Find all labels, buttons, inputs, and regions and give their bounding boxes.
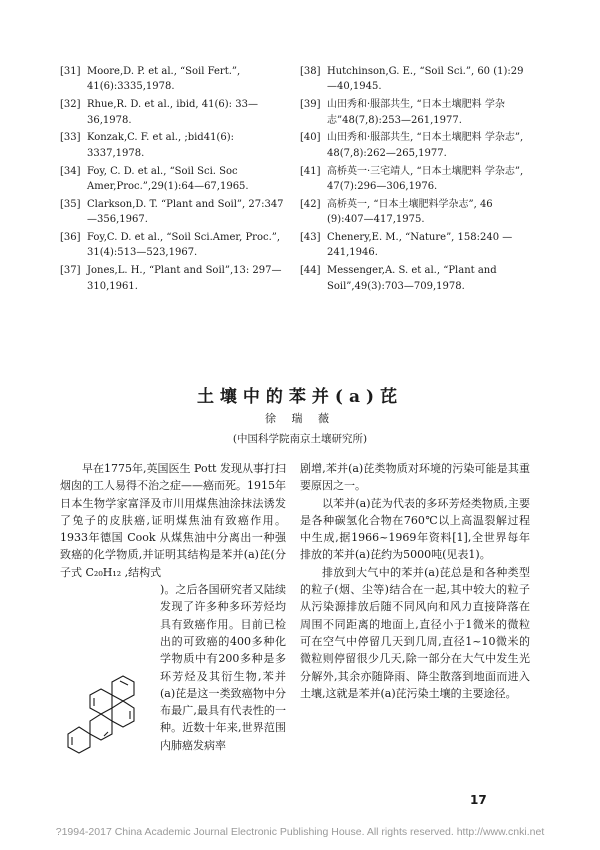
- reference-item: [60, 130, 286, 161]
- paragraph-intro: 早在1775年,英国医生 Pott 发现从事打扫烟囱的工人易得不治之症——癌而死。1915年日本生物学家富泽及市川用煤焦油涂抹法诱发了兔子的皮肤癌,证明煤焦油有致癌作用。1933年德国 Cook 从煤焦油中分离出一种强致癌的化学物质,并证明其结构是苯并(a)芘(分子式 C₂₀H₁₂ ,结构式: [60, 462, 286, 579]
- reference-text: Foy,C. D. et al., “Soil Sci.Amer, Proc.”, 31(4):513—523,1967.: [87, 232, 281, 259]
- reference-item: [60, 263, 286, 294]
- reference-text: 高桥英一, “日本土壤肥料学杂志”, 46 (9):407—417,1975.: [327, 198, 493, 226]
- paragraph-intro-continued: )。之后各国研究者又陆续发现了许多种多环芳烃均具有致癌作用。目前已检出的可致癌的400多种化学物质中有200多种是多环芳烃及其衍生物,苯并(a)芘是这一类致癌物中分布最广,最具有代表性的一种。近数十年来,世界范围内肺癌发病率: [160, 583, 286, 752]
- reference-text: Foy, C. D. et al., “Soil Sci. Soc Amer,Proc.”,29(1):64—67,1965.: [87, 165, 249, 193]
- reference-item: [300, 130, 532, 161]
- reference-number: [38]: [300, 66, 321, 77]
- reference-number: [43]: [300, 232, 321, 244]
- copyright-footer: ?1994-2017 China Academic Journal Electronic Publishing House. All rights reserved. http://www.cnki.net: [55, 826, 545, 838]
- reference-item: [300, 64, 532, 95]
- reference-text: 山田秀和·服部共生, “日本土壤肥料 学杂志”, 48(7,8):262—265,1977.: [327, 132, 524, 159]
- reference-item: [300, 164, 532, 195]
- reference-item: [300, 230, 532, 261]
- body-left-column: [60, 460, 286, 754]
- reference-number: [35]: [60, 198, 81, 210]
- reference-item: [60, 164, 286, 195]
- reference-item: [300, 263, 532, 294]
- reference-item: [300, 97, 532, 128]
- reference-number: [34]: [60, 165, 81, 177]
- reference-item: [300, 197, 532, 228]
- reference-text: Moore,D. P. et al., “Soil Fert.”, 41(6):3335,1978.: [87, 66, 241, 93]
- paragraph-emission: 以苯并(a)芘为代表的多环芳烃类物质,主要是各种碳氢化合物在760℃以上高温裂解过程中生成,据1966~1969年资料[1],全世界每年排放的苯并(a)芘约为5000吨(见表1)。: [300, 496, 530, 562]
- reference-number: [33]: [60, 132, 81, 144]
- body-right-column: [300, 460, 530, 702]
- reference-text: Clarkson,D. T. “Plant and Soil”, 27:347—356,1967.: [87, 198, 284, 226]
- reference-text: 高桥英一·三宅靖人, “日本土壤肥料 学杂志”, 47(7):296—306,1976.: [327, 165, 524, 193]
- reference-text: Messenger,A. S. et al., “Plant and Soil”,49(3):703—709,1978.: [327, 265, 497, 292]
- reference-item: [60, 197, 286, 228]
- reference-number: [41]: [300, 165, 321, 177]
- benzo-a-pyrene-structure-figure: [60, 674, 160, 754]
- reference-text: 山田秀和·服部共生, “日本土壤肥料 学杂志”48(7,8):253—261,1977.: [327, 99, 505, 126]
- reference-text: Hutchinson,G. E., “Soil Sci.”, 60 (1):29—40,1945.: [327, 66, 524, 93]
- paragraph-continued: 剧增,苯并(a)芘类物质对环境的污染可能是其重要原因之一。: [300, 462, 530, 493]
- reference-text: Rhue,R. D. et al., ibid, 41(6): 33—36,1978.: [87, 99, 258, 126]
- reference-number: [39]: [300, 99, 321, 111]
- reference-text: Jones,L. H., “Plant and Soil”,13: 297—310,1961.: [87, 265, 282, 292]
- page-number: 17: [470, 793, 487, 807]
- reference-text: Konzak,C. F. et al., ;bid41(6): 3337,1978.: [87, 132, 234, 159]
- paragraph-deposition: 排放到大气中的苯并(a)芘总是和各种类型的粒子(烟、尘等)结合在一起,其中较大的粒子从污染源排放后随不同风向和风力直接降落在周围不同距离的地面上,直径小于1微米的微粒可在空气中停留几天到几周,直径1~10微米的微粒则停留很少几天,除一部分在大气中发生光分解外,其余亦随降雨、降尘散落到地面而进入土壤,这就是苯并(a)芘污染土壤的主要途径。: [300, 565, 530, 700]
- reference-item: [60, 64, 286, 95]
- reference-text: Chenery,E. M., “Nature”, 158:240 —241,1946.: [327, 232, 513, 259]
- reference-number: [36]: [60, 232, 81, 244]
- reference-number: [44]: [300, 265, 321, 277]
- reference-item: [60, 97, 286, 128]
- article-affiliation: (中国科学院南京土壤研究所): [232, 433, 368, 445]
- reference-number: [32]: [60, 99, 81, 111]
- references-left-column: [60, 64, 286, 296]
- reference-number: [42]: [300, 198, 321, 210]
- reference-number: [31]: [60, 66, 81, 77]
- article-author: 徐 瑞 薇: [265, 412, 335, 425]
- references-right-column: [300, 64, 532, 296]
- formula-row: [60, 581, 286, 754]
- reference-number: [37]: [60, 265, 81, 277]
- article-title: 土壤中的苯并(a)芘: [196, 387, 404, 407]
- reference-number: [40]: [300, 132, 321, 144]
- reference-item: [60, 230, 286, 261]
